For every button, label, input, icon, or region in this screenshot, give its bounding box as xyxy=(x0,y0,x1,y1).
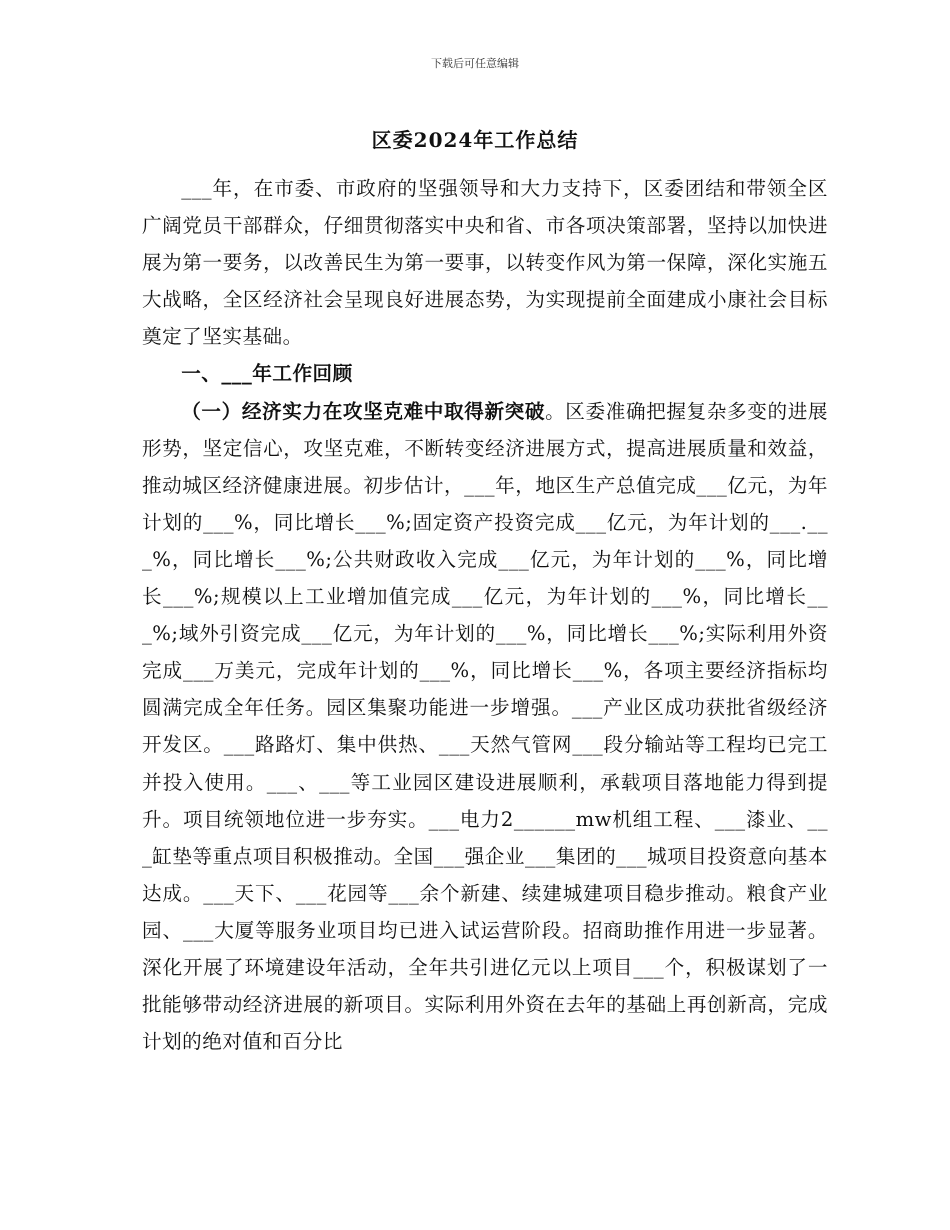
section-paragraph xyxy=(142,393,828,1061)
subsection-lead: （一）经济实力在攻坚克难中取得新突破 xyxy=(181,399,546,423)
document-body xyxy=(142,170,828,1060)
subsection-body: 。区委准确把握复杂多变的进展形势，坚定信心，攻坚克难，不断转变经济进展方式，提高进展质量和效益，推动城区经济健康进展。初步估计，___年，地区生产总值完成___亿元，为年计划的___%，同比增长___%;固定资产投资完成___亿元，为年计划的___.___%，同比增长___%;公共财政收入完成___亿元，为年计划的___%，同比增长___%;规模以上工业增加值完成___亿元，为年计划的___%，同比增长___%;域外引资完成___亿元，为年计划的___%，同比增长___%;实际利用外资完成___万美元，完成年计划的___%，同比增长___%，各项主要经济指标均圆满完成全年任务。园区集聚功能进一步增强。___产业区成功获批省级经济开发区。___路路灯、集中供热、___天然气管网___段分输站等工程均已完工并投入使用。___、___等工业园区建设进展顺利，承载项目落地能力得到提升。项目统领地位进一步夯实。___电力2______mw机组工程、___漆业、___缸垫等重点项目积极推动。全国___强企业___集团的___城项目投资意向基本达成。___天下、___花园等___余个新建、续建城建项目稳步推动。粮食产业园、___大厦等服务业项目均已进入试运营阶段。招商助推作用进一步显著。深化开展了环境建设年活动，全年共引进亿元以上项目___个，积极谋划了一批能够带动经济进展的新项目。实际利用外资在去年的基础上再创新高，完成计划的绝对值和百分比 xyxy=(142,399,829,1054)
header-note: 下载后可任意编辑 xyxy=(431,57,519,70)
section-heading: 一、___年工作回顾 xyxy=(181,362,353,386)
intro-paragraph: ___年，在市委、市政府的坚强领导和大力支持下，区委团结和带领全区广阔党员干部群众，仔细贯彻落实中央和省、市各项决策部署，坚持以加快进展为第一要务，以改善民生为第一要事，以转变作风为第一保障，深化实施五大战略，全区经济社会呈现良好进展态势，为实现提前全面建成小康社会目标奠定了坚实基础。 xyxy=(142,177,828,349)
document-title: 区委2024年工作总结 xyxy=(371,128,579,152)
